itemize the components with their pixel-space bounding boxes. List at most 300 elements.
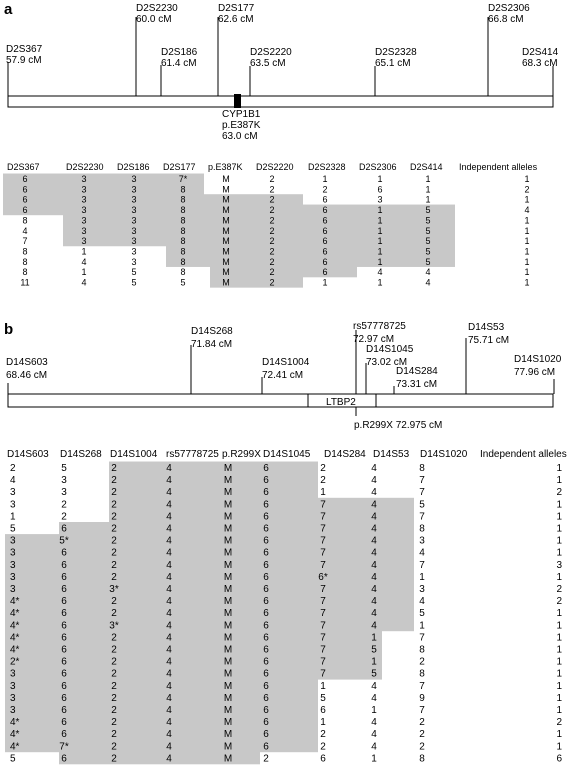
allele-cell-a: 3 [377, 194, 383, 205]
allele-cell-a: 1 [425, 174, 431, 184]
allele-cell-b: 4 [371, 680, 377, 692]
allele-cell-b: 4 [166, 547, 172, 559]
allele-count-a: 2 [524, 184, 530, 195]
table-header-a: D2S2230 [66, 162, 104, 172]
allele-cell-a: 4 [81, 277, 87, 288]
allele-cell-b: 4 [166, 644, 172, 656]
allele-cell-b: 3 [10, 705, 16, 716]
table-header-a: D2S2306 [359, 162, 397, 172]
allele-cell-b: 4 [166, 668, 172, 680]
allele-cell-a: 3 [131, 225, 137, 236]
allele-cell-b: 6 [263, 535, 269, 547]
allele-cell-b: 4 [371, 475, 377, 487]
marker-name-b: D14S268 [191, 326, 233, 337]
marker-name-b: rs57778725 [353, 321, 406, 332]
marker-cm-b: 73.31 cM [396, 379, 438, 390]
allele-cell-b: 5 [10, 523, 16, 535]
allele-cell-a: 1 [425, 184, 431, 195]
allele-cell-b: 3 [419, 535, 425, 547]
allele-cell-a: 1 [377, 205, 383, 216]
allele-cell-a: 3 [81, 215, 87, 226]
table-header-a: D2S414 [410, 162, 443, 172]
allele-cell-b: 4 [166, 584, 172, 595]
allele-cell-b: 4 [371, 717, 377, 729]
allele-count-a: 1 [524, 236, 530, 247]
allele-cell-b: 6 [263, 559, 269, 571]
allele-cell-b: 4 [166, 705, 172, 716]
allele-cell-a: 6 [322, 194, 328, 205]
marker-name-b: D14S1004 [262, 357, 310, 368]
allele-cell-b: 8 [419, 463, 425, 474]
allele-cell-b: 7 [419, 475, 425, 487]
allele-count-a: 1 [524, 277, 530, 288]
allele-cell-b: M [223, 717, 233, 729]
allele-cell-b: 4* [10, 632, 20, 644]
shaded-segment-b [109, 462, 318, 474]
allele-cell-b: 3 [10, 680, 16, 692]
table-header-a: D2S186 [117, 162, 150, 172]
allele-count-b: 1 [556, 656, 562, 668]
allele-cell-b: 2 [111, 559, 117, 571]
table-header-b: D14S284 [324, 449, 366, 460]
marker-cm-b: 72.41 cM [262, 370, 304, 381]
shaded-segment-b [109, 498, 414, 510]
allele-cell-a: 4 [22, 225, 28, 236]
allele-cell-b: 4 [166, 729, 172, 741]
allele-cell-a: 3 [131, 205, 137, 216]
allele-count-b: 1 [556, 523, 562, 535]
allele-cell-b: 6 [263, 668, 269, 680]
shaded-segment-b [5, 716, 318, 728]
shaded-segment-a [3, 184, 204, 195]
allele-cell-b: 4 [166, 632, 172, 644]
table-header-b: rs57778725 [166, 449, 219, 460]
allele-cell-b: 4 [371, 596, 377, 608]
allele-cell-b: 2 [111, 475, 117, 487]
allele-cell-a: 4 [425, 277, 431, 288]
allele-count-b: 1 [556, 463, 562, 474]
allele-cell-b: 4 [166, 523, 172, 535]
allele-cell-a: 6 [22, 205, 28, 216]
table-header-b: D14S268 [60, 449, 102, 460]
allele-cell-b: 6 [263, 680, 269, 692]
allele-cell-a: 5 [180, 277, 186, 288]
allele-cell-b: 7 [320, 596, 326, 608]
marker-name-b: D14S603 [6, 357, 48, 368]
shaded-segment-b [5, 691, 318, 703]
allele-count-b: 2 [556, 717, 562, 729]
allele-cell-b: 3* [109, 620, 119, 632]
allele-cell-b: 1 [10, 511, 16, 523]
allele-cell-b: 6 [263, 705, 269, 716]
allele-count-a: 4 [524, 205, 530, 216]
allele-cell-b: 6 [263, 487, 269, 499]
allele-cell-a: 5 [425, 205, 431, 216]
allele-cell-b: 2 [111, 608, 117, 620]
allele-cell-a: 6 [322, 215, 328, 226]
marker-cm-b: 77.96 cM [514, 367, 556, 378]
allele-cell-b: M [223, 499, 233, 511]
allele-cell-a: M [222, 225, 230, 236]
allele-cell-b: 4 [371, 584, 377, 595]
allele-cell-b: 2 [111, 656, 117, 668]
allele-cell-a: 5 [425, 246, 431, 257]
allele-cell-a: 2 [269, 215, 275, 226]
allele-cell-b: 4 [166, 487, 172, 499]
allele-count-b: 6 [556, 753, 562, 765]
allele-cell-a: 11 [20, 277, 30, 288]
allele-cell-a: 5 [131, 277, 137, 288]
allele-cell-a: 7* [178, 174, 188, 184]
table-header-a: D2S367 [7, 162, 40, 172]
allele-cell-b: 2 [320, 475, 326, 487]
allele-cell-b: M [223, 620, 233, 632]
allele-cell-b: 4 [419, 547, 425, 559]
allele-cell-a: 6 [22, 174, 28, 184]
allele-cell-a: 1 [377, 236, 383, 247]
allele-cell-a: 8 [180, 246, 186, 257]
allele-cell-b: 4 [371, 547, 377, 559]
table-header-a: D2S2220 [256, 162, 294, 172]
shaded-segment-a [3, 174, 204, 185]
gene-cm-a: 63.0 cM [222, 131, 258, 142]
allele-cell-b: 2 [320, 463, 326, 474]
allele-cell-a: 6 [322, 267, 328, 278]
shaded-segment-b [5, 679, 318, 691]
table-header-b: D14S1020 [420, 449, 468, 460]
allele-cell-a: 5 [425, 256, 431, 267]
allele-cell-b: 2 [419, 729, 425, 741]
allele-cell-b: 2 [10, 463, 16, 474]
allele-cell-b: M [223, 741, 233, 753]
allele-count-a: 1 [524, 267, 530, 278]
shaded-segment-a [63, 215, 455, 226]
allele-cell-b: 6 [61, 632, 67, 644]
allele-cell-b: 5 [371, 668, 377, 680]
allele-cell-b: 4* [10, 729, 20, 741]
allele-cell-b: 7 [320, 632, 326, 644]
allele-cell-a: 6 [322, 236, 328, 247]
allele-cell-a: 2 [269, 246, 275, 257]
allele-cell-b: 4* [10, 717, 20, 729]
allele-cell-b: 6 [263, 644, 269, 656]
allele-cell-a: 3 [131, 194, 137, 205]
panel-a-label: a [4, 1, 13, 18]
allele-cell-b: 5 [419, 608, 425, 620]
shaded-segment-a [166, 256, 455, 267]
allele-cell-b: 7 [419, 680, 425, 692]
allele-cell-b: 4 [371, 535, 377, 547]
marker-name-b: D14S1020 [514, 354, 562, 365]
allele-cell-a: 6 [377, 184, 383, 195]
allele-cell-a: 2 [322, 184, 328, 195]
allele-cell-b: 2 [111, 511, 117, 523]
allele-cell-b: 6 [61, 547, 67, 559]
table-header-a: p.E387K [208, 162, 243, 172]
allele-cell-b: 2 [419, 741, 425, 753]
allele-cell-b: 3 [10, 487, 16, 499]
allele-cell-b: 5 [371, 644, 377, 656]
allele-cell-b: 6 [61, 680, 67, 692]
marker-name-a: D2S367 [6, 44, 43, 55]
allele-cell-b: 4 [166, 692, 172, 704]
allele-cell-b: 6 [263, 717, 269, 729]
shaded-segment-b [5, 728, 318, 740]
allele-count-b: 2 [556, 596, 562, 608]
allele-cell-a: 8 [22, 246, 28, 257]
allele-cell-b: 6 [263, 523, 269, 535]
allele-cell-b: 4 [371, 511, 377, 523]
allele-cell-b: 2 [111, 680, 117, 692]
allele-cell-b: 3 [10, 668, 16, 680]
allele-cell-b: 6 [263, 584, 269, 595]
allele-cell-b: 5* [59, 535, 69, 547]
allele-cell-a: 3 [131, 246, 137, 257]
panel-b-label: b [4, 321, 14, 338]
marker-cm-b: 75.71 cM [468, 335, 510, 346]
allele-cell-b: M [223, 729, 233, 741]
allele-cell-a: 1 [377, 174, 383, 184]
allele-cell-b: 2 [111, 753, 117, 765]
table-header-a: Independent alleles [459, 162, 538, 172]
allele-cell-a: 2 [269, 256, 275, 267]
marker-cm-a: 61.4 cM [161, 58, 197, 69]
allele-cell-a: 1 [322, 277, 328, 288]
allele-cell-b: 6 [61, 523, 67, 535]
allele-cell-b: 4 [371, 571, 377, 583]
allele-cell-a: 2 [269, 225, 275, 236]
allele-cell-b: 6 [263, 499, 269, 511]
allele-cell-b: 3 [419, 584, 425, 595]
allele-count-a: 1 [524, 215, 530, 226]
allele-cell-b: 4 [371, 692, 377, 704]
allele-cell-a: 8 [22, 267, 28, 278]
allele-cell-a: 3 [81, 184, 87, 195]
allele-cell-b: 2 [61, 499, 67, 511]
allele-cell-a: 5 [131, 267, 137, 278]
allele-cell-b: 6 [263, 741, 269, 753]
gene-variant-a: p.E387K [222, 120, 261, 131]
allele-cell-a: 2 [269, 184, 275, 195]
allele-cell-b: 6 [263, 692, 269, 704]
allele-cell-a: 6 [322, 246, 328, 257]
allele-cell-b: 7 [419, 632, 425, 644]
chromosome-bar-b [8, 394, 553, 407]
allele-cell-b: 3 [10, 559, 16, 571]
allele-cell-a: 6 [322, 225, 328, 236]
allele-cell-b: 1 [371, 705, 377, 716]
allele-cell-b: 4 [166, 475, 172, 487]
allele-cell-a: M [222, 246, 230, 257]
allele-cell-b: 1 [320, 717, 326, 729]
allele-cell-b: 2 [111, 717, 117, 729]
allele-cell-a: 5 [425, 225, 431, 236]
allele-cell-b: 5 [10, 753, 16, 765]
allele-cell-b: 6 [61, 644, 67, 656]
allele-cell-b: 2 [111, 596, 117, 608]
allele-cell-b: 4 [166, 571, 172, 583]
allele-cell-a: 4 [81, 256, 87, 267]
allele-cell-b: 6 [61, 571, 67, 583]
allele-cell-b: 8 [419, 523, 425, 535]
allele-cell-a: 2 [269, 267, 275, 278]
allele-cell-a: 8 [180, 184, 186, 195]
allele-cell-a: 8 [180, 205, 186, 216]
allele-cell-a: 2 [269, 236, 275, 247]
allele-cell-b: 3 [10, 499, 16, 511]
allele-cell-b: 5 [320, 692, 326, 704]
table-header-b: Independent alleles [480, 449, 567, 460]
allele-count-b: 1 [556, 632, 562, 644]
allele-cell-b: 6 [61, 753, 67, 765]
allele-cell-a: 6 [22, 194, 28, 205]
allele-cell-a: 8 [180, 236, 186, 247]
allele-count-b: 1 [556, 705, 562, 716]
allele-cell-b: 7 [419, 511, 425, 523]
allele-cell-b: 5 [61, 463, 67, 474]
allele-cell-a: 3 [81, 236, 87, 247]
shaded-segment-b [109, 486, 318, 498]
allele-cell-b: M [223, 547, 233, 559]
allele-cell-b: 4 [166, 680, 172, 692]
allele-cell-a: 6 [322, 205, 328, 216]
allele-cell-b: 2 [111, 523, 117, 535]
chromosome-bar-a [8, 96, 553, 107]
allele-cell-b: 2 [111, 644, 117, 656]
allele-cell-b: M [223, 559, 233, 571]
allele-cell-b: 3 [61, 487, 67, 499]
shaded-segment-b [109, 510, 414, 522]
allele-cell-a: 3 [131, 184, 137, 195]
allele-cell-b: 2 [111, 741, 117, 753]
allele-count-b: 1 [556, 741, 562, 753]
allele-cell-b: 7 [320, 523, 326, 535]
allele-cell-b: 4 [166, 535, 172, 547]
allele-cell-b: 4 [166, 608, 172, 620]
allele-cell-b: 4 [371, 523, 377, 535]
allele-cell-b: 3* [109, 584, 119, 595]
allele-cell-b: 2 [320, 741, 326, 753]
allele-cell-b: M [223, 511, 233, 523]
allele-cell-b: 6 [263, 571, 269, 583]
allele-cell-b: M [223, 523, 233, 535]
allele-cell-b: 4 [166, 656, 172, 668]
marker-cm-a: 60.0 cM [136, 14, 172, 25]
allele-cell-b: M [223, 753, 233, 765]
allele-cell-b: 8 [419, 753, 425, 765]
marker-ticks-b [6, 321, 562, 394]
marker-name-a: D2S2220 [250, 47, 292, 58]
allele-count-b: 1 [556, 547, 562, 559]
allele-cell-b: 6 [61, 559, 67, 571]
allele-cell-a: 5 [425, 236, 431, 247]
allele-cell-b: 2 [111, 463, 117, 474]
allele-cell-b: 7 [320, 547, 326, 559]
allele-cell-b: 6 [263, 596, 269, 608]
allele-cell-a: 8 [180, 267, 186, 278]
allele-cell-b: M [223, 680, 233, 692]
allele-cell-b: 6* [318, 571, 328, 583]
allele-cell-b: 2 [111, 499, 117, 511]
allele-cell-b: 4 [371, 729, 377, 741]
allele-cell-a: 3 [81, 194, 87, 205]
allele-cell-b: 2 [111, 535, 117, 547]
allele-cell-b: 3 [10, 571, 16, 583]
allele-count-a: 1 [524, 246, 530, 257]
allele-cell-b: 6 [320, 753, 326, 765]
allele-cell-b: M [223, 692, 233, 704]
allele-cell-a: 5 [425, 215, 431, 226]
allele-cell-b: 4* [10, 608, 20, 620]
allele-count-b: 1 [556, 571, 562, 583]
allele-cell-b: M [223, 705, 233, 716]
allele-count-b: 1 [556, 729, 562, 741]
table-header-b: p.R299X [222, 449, 261, 460]
allele-cell-b: 7 [320, 608, 326, 620]
allele-cell-b: 4* [10, 644, 20, 656]
marker-name-a: D2S2306 [488, 3, 530, 14]
allele-cell-b: 4 [419, 596, 425, 608]
allele-cell-a: M [222, 256, 230, 267]
shaded-segment-a [3, 194, 303, 205]
marker-cm-a: 66.8 cM [488, 14, 524, 25]
allele-cell-b: 4 [371, 487, 377, 499]
allele-cell-b: 7 [320, 644, 326, 656]
marker-cm-a: 57.9 cM [6, 55, 42, 66]
allele-cell-b: 1 [419, 571, 425, 583]
allele-count-b: 1 [556, 499, 562, 511]
allele-cell-b: 2 [419, 656, 425, 668]
allele-cell-b: 1 [419, 620, 425, 632]
allele-cell-b: 2 [61, 511, 67, 523]
marker-name-b: D14S1045 [366, 344, 414, 355]
allele-cell-a: 2 [269, 277, 275, 288]
allele-cell-b: 6 [61, 608, 67, 620]
allele-count-b: 1 [556, 475, 562, 487]
allele-cell-a: 3 [81, 225, 87, 236]
allele-cell-b: 4* [10, 741, 20, 753]
allele-count-b: 2 [556, 487, 562, 499]
allele-cell-b: 2 [320, 729, 326, 741]
allele-cell-b: M [223, 644, 233, 656]
shaded-segment-b [5, 740, 318, 752]
allele-count-b: 1 [556, 608, 562, 620]
allele-cell-b: 1 [371, 753, 377, 765]
allele-count-b: 1 [556, 535, 562, 547]
allele-cell-b: 2 [263, 753, 269, 765]
allele-cell-a: 3 [81, 174, 87, 184]
allele-cell-a: 1 [377, 215, 383, 226]
allele-cell-b: M [223, 571, 233, 583]
allele-cell-b: 2 [111, 571, 117, 583]
allele-cell-b: 6 [263, 608, 269, 620]
allele-count-b: 3 [556, 559, 562, 571]
allele-cell-b: 6 [263, 620, 269, 632]
marker-name-a: D2S2328 [375, 47, 417, 58]
marker-ticks-a [6, 3, 559, 96]
allele-cell-a: M [222, 236, 230, 247]
allele-cell-b: 7 [320, 656, 326, 668]
allele-cell-a: 3 [131, 215, 137, 226]
allele-cell-b: 6 [61, 692, 67, 704]
allele-cell-a: 1 [425, 194, 431, 205]
allele-cell-a: 1 [377, 225, 383, 236]
gene-name-a: CYP1B1 [222, 109, 261, 120]
allele-cell-b: 4 [371, 559, 377, 571]
allele-cell-b: 7 [320, 584, 326, 595]
allele-cell-b: 6 [263, 475, 269, 487]
allele-cell-a: 3 [81, 205, 87, 216]
